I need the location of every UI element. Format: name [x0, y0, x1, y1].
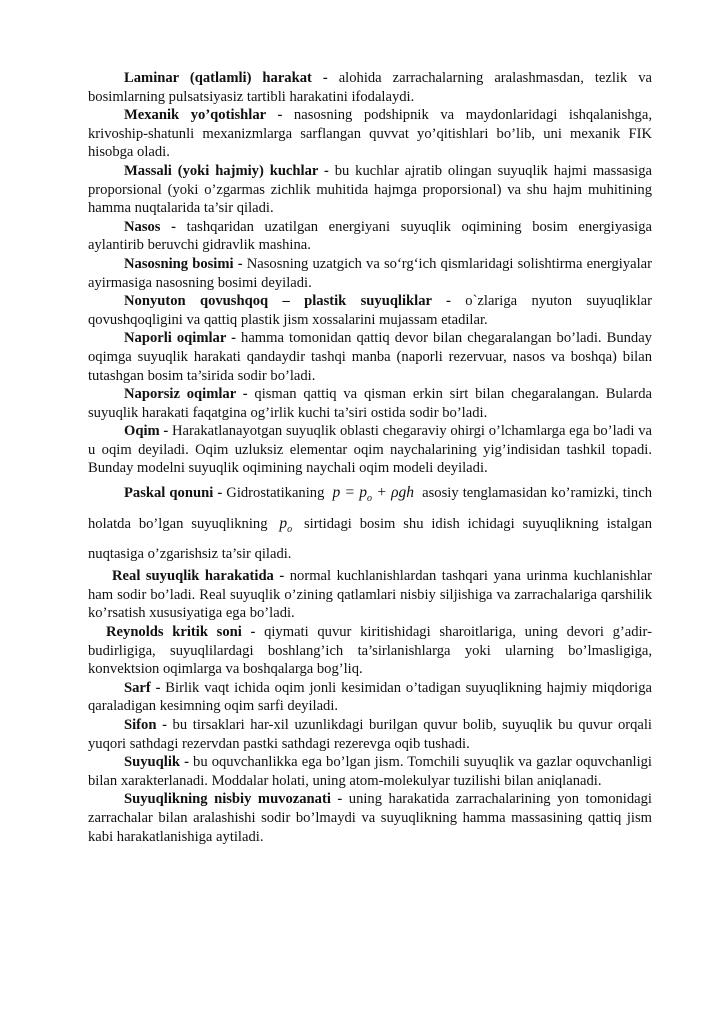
entry-definition: bu kuchlar ajratib olingan suyuqlik hajmi massasiga proporsional (yoki o’zgarmas zichlik muhitida hajmga proporsional) va shu hajm muhitining hamma nuqtalarida ta’sir qiladi.: [88, 162, 652, 217]
entry-sarf: [88, 679, 652, 716]
entry-term: Paskal qonuni -: [124, 485, 227, 502]
entry-paskal: [88, 480, 652, 567]
entry-definition: nasosning podshipnik va maydonlaridagi ishqalanishga, krivoship-shatunli mexanizmlarga sarflangan quvvat yo’qitishlari bo’lib, uni mexanik FIK hisobga oladi.: [88, 107, 652, 161]
entry-definition: Harakatlanayotgan suyuqlik oblasti chegaraviy ohirgi o’lchamlarga ega bo’ladi va u oqim deyiladi. Oqim uzluksiz elementar oqim naychalarining yig’indisidan tashkil topadi. Bunday modelni suyuqlik oqimining naychali oqim modeli deyiladi.: [88, 423, 652, 477]
entry-definition: bu oquvchanlikka ega bo’lgan jism. Tomchili suyuqlik va gazlar oquvchanligi bilan xarakterlanadi. Moddalar holati, uning atom-molekulyar tuzilishi bilan aniqlanadi.: [88, 754, 652, 789]
entry-massali: [88, 162, 652, 218]
pressure-symbol: [275, 515, 296, 536]
formula-rhs: + ρgh: [372, 484, 415, 502]
formula-sub: o: [367, 493, 373, 505]
entry-term: Suyuqlik -: [124, 754, 194, 771]
pascal-formula: [328, 484, 418, 505]
entry-term: Nonyuton qovushqoq – plastik suyuqliklar -: [124, 293, 466, 310]
entry-term: Mexanik yo’qotishlar -: [124, 107, 294, 124]
entry-definition: qisman qattiq va qisman erkin sirt bilan chegaralangan. Bularda suyuqlik harakati faqatgina og’irlik kuchi ta’siri ostida sodir bo’ladi.: [88, 386, 653, 421]
entry-reynolds: [88, 623, 652, 679]
entry-definition: o`zlariga nyuton suyuqliklar qovushqoqligini va qattiq plastik jism xossalarini mujassam etadilar.: [88, 293, 652, 328]
entry-term: Oqim -: [124, 423, 173, 440]
formula-lhs: p = p: [332, 484, 368, 502]
p-sym: p: [279, 515, 288, 533]
entry-definition: bu tirsaklari har-xil uzunlikdagi burilgan quvur bolib, suyuqlik bu quvur orqali yuqori sathdagi rezervdan pastki sathdagi rezerevga oqib tushadi.: [88, 717, 652, 752]
entry-term: Suyuqlikning nisbiy muvozanati -: [124, 791, 349, 808]
entry-term: Massali (yoki hajmiy) kuchlar -: [124, 162, 335, 179]
p-sub: o: [287, 524, 293, 536]
entry-nasos: [88, 218, 652, 255]
entry-laminar: [88, 69, 652, 106]
entry-term: Nasosning bosimi -: [124, 255, 247, 272]
entry-nonyuton: [88, 292, 652, 329]
entry-term: Reynolds kritik soni -: [106, 624, 265, 641]
entry-definition: tashqaridan uzatilgan energiyani suyuqlik oqimining bosim energiyasiga aylantirib beruvchi gidravlik mashina.: [88, 218, 652, 254]
entry-term: Naporsiz oqimlar -: [124, 386, 255, 403]
entry-sifon: [88, 716, 652, 753]
entry-oqim: [88, 422, 652, 478]
entry-definition: Birlik vaqt ichida oqim jonli kesimidan o’tadigan suyuqlikning hajmiy miqdoriga qaraladigan kesimning oqim sarfi deyiladi.: [88, 679, 652, 715]
entry-term: Sarf -: [124, 679, 166, 696]
entry-term: Laminar (qatlamli) harakat -: [124, 70, 339, 86]
entry-term: Nasos -: [124, 218, 187, 235]
entry-term: Sifon -: [124, 717, 173, 733]
entry-definition-middle: asosiy tenglamasidan ko’ramizki, tinch holatda bo’lgan suyuqlikning: [88, 485, 652, 533]
entry-definition: hamma tomonidan qattiq devor bilan chegaralangan bo’ladi. Bunday oqimga suyuqlik harakati qandaydir tashqi manba (naporli rezervuar, nasos va boshqa) bilan tutashgan bosim ta’sirida sodir bo’ladi.: [88, 330, 652, 384]
entry-term: Real suyuqlik harakatida -: [112, 568, 290, 585]
entry-definition: alohida zarrachalarning aralashmasdan, tezlik va bosimlarning pulsatsiyasiz tartibli harakatini ifodalaydi.: [88, 70, 652, 105]
entry-nasos-bosimi: [88, 255, 652, 292]
entry-definition: normal kuchlanishlardan tashqari yana urinma kuchlanishlar ham sodir bo’ladi. Real suyuqlik o’zining qatlamlari nisbiy siljishiga va zarrachalariga qarshilik ko’rsatish xususiyatiga ega bo’ladi.: [88, 568, 652, 622]
entry-definition-before: Gidrostatikaning: [226, 485, 325, 502]
entry-real-suyuqlik: [88, 567, 652, 623]
entry-naporsiz: [88, 385, 652, 422]
entry-mexanik: [88, 106, 652, 162]
glossary-page: [88, 69, 652, 846]
entry-definition: qiymati quvur kiritishidagi sharoitlariga, uning devori g’adir-budirligiga, suyuqlilardagi boshlang’ich ta’sirlanishlarga yoki ularning bo’lmasligiga, konvektsion oqimlarga va boshqalarga bog’liq.: [88, 624, 652, 678]
entry-definition: Nasosning uzatgich va so‘rg‘ich qismlaridagi solishtirma energiyalar ayirmasiga nasosning bosimi deyiladi.: [88, 255, 652, 291]
entry-nisbiy-muvozanat: [88, 790, 652, 846]
entry-definition: uning harakatida zarrachalarining yon tomonidagi zarrachalar bilan aralashishi sodir bo’lmaydi va suyuqlikning hamma massasining qattiq jism kabi harakatlanishiga aytiladi.: [88, 791, 652, 845]
entry-naporli: [88, 329, 652, 385]
entry-suyuqlik: [88, 753, 652, 790]
entry-term: Naporli oqimlar -: [124, 330, 242, 347]
entry-definition-after: sirtidagi bosim shu idish ichidagi suyuqlikning istalgan nuqtasiga o’zgarishsiz ta’sir qiladi.: [88, 516, 652, 563]
